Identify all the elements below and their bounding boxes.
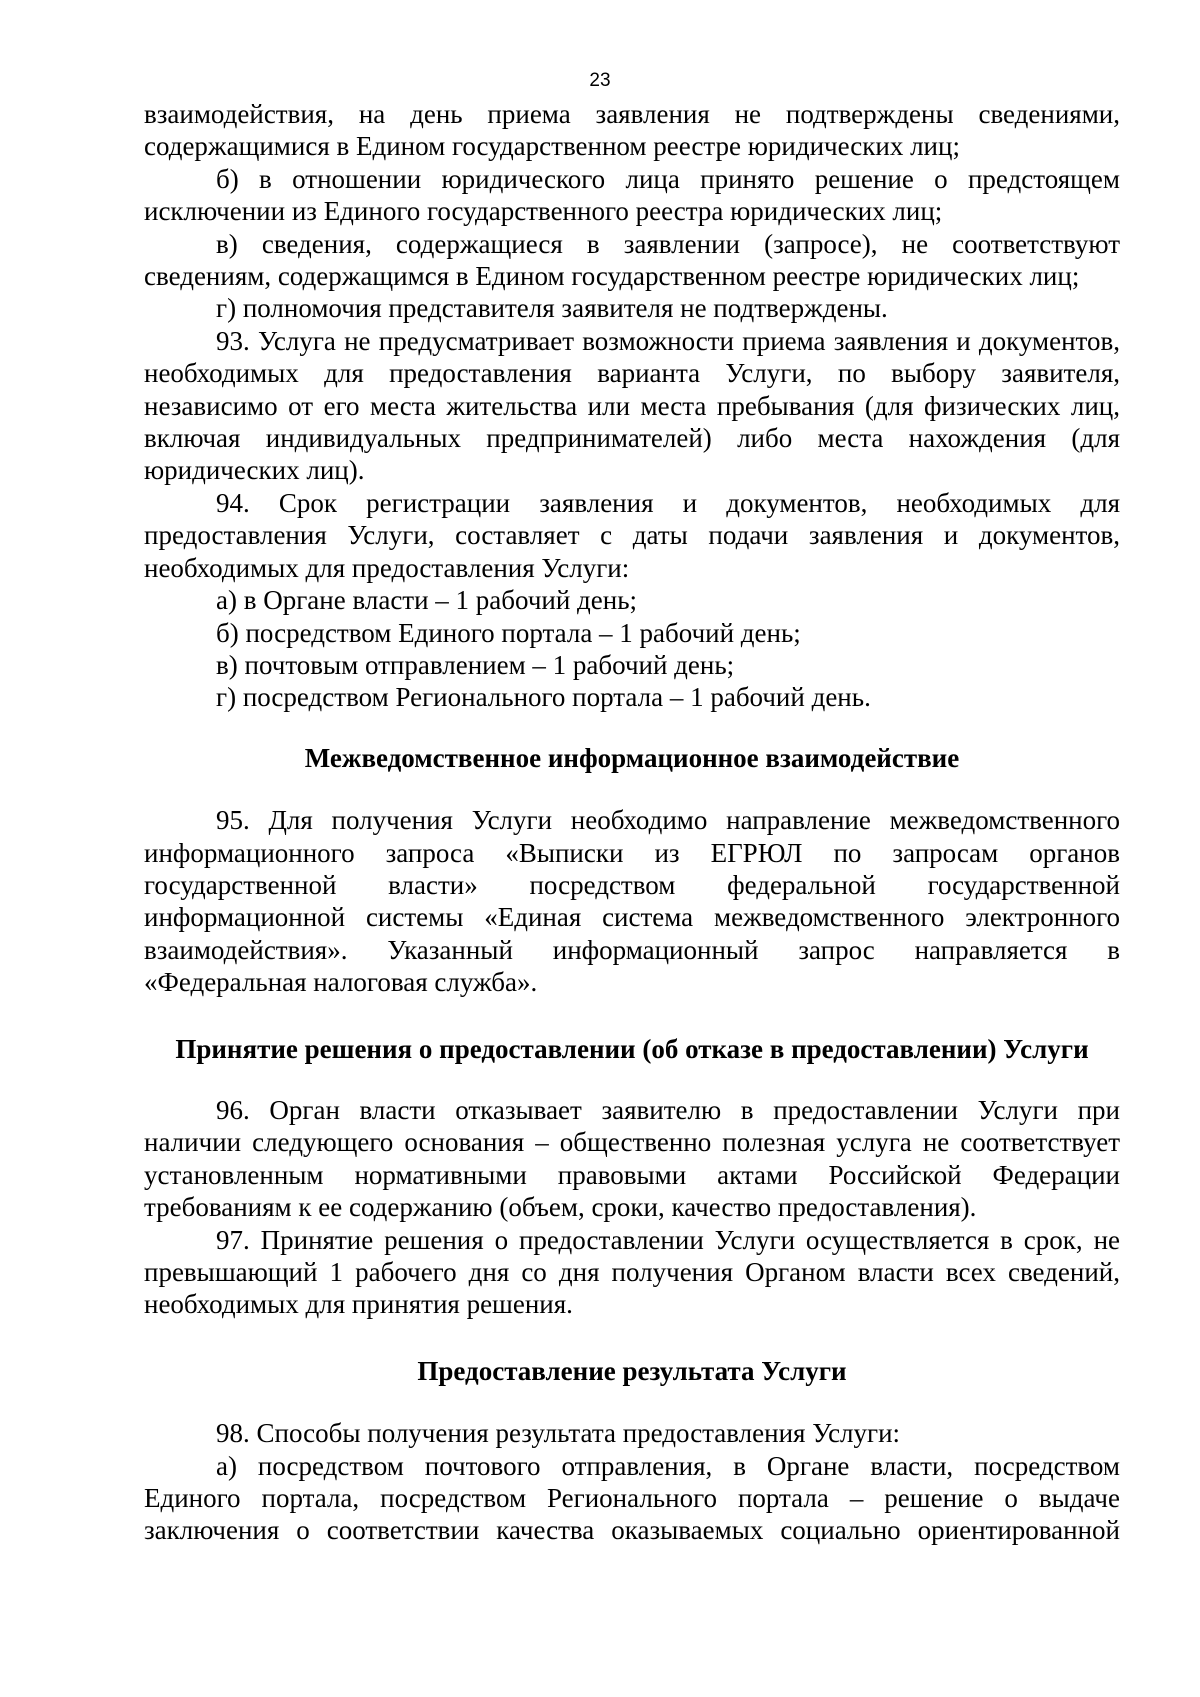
paragraph-97: 97. Принятие решения о предоставлении Услуги осуществляется в срок, не превышающий 1 рабочего дня со дня получения Органом власти всех сведений, необходимых для принятия решения. (144, 1224, 1120, 1320)
paragraph-item-g: г) полномочия представителя заявителя не подтверждены. (216, 293, 888, 324)
paragraph-93: 93. Услуга не предусматривает возможности приема заявления и документов, необходимых для предоставления варианта Услуги, по выбору заявителя, независимо от его места жительства или места пребывания (для физических лиц, включая индивидуальных предпринимателей) либо места нахождения (для юридических лиц). (144, 325, 1120, 486)
paragraph-item-v: в) сведения, содержащиеся в заявлении (запросе), не соответствуют сведениям, содержащимся в Едином государственном реестре юридических лиц; (144, 228, 1120, 292)
paragraph-94: 94. Срок регистрации заявления и документов, необходимых для предоставления Услуги, составляет с даты подачи заявления и документов, необходимых для предоставления Услуги: (144, 487, 1120, 583)
paragraph-98-a: а) посредством почтового отправления, в Органе власти, посредством Единого портала, посредством Регионального портала – решение о выдаче заключения о соответствии качества оказываемых социально ориентированной (144, 1450, 1120, 1546)
paragraph-94-g: г) посредством Регионального портала – 1 рабочий день. (216, 682, 871, 713)
paragraph-94-b: б) посредством Единого портала – 1 рабочий день; (216, 617, 801, 648)
paragraph-94-a: а) в Органе власти – 1 рабочий день; (216, 585, 638, 616)
page-number: 23 (589, 70, 611, 91)
paragraph-94-v: в) почтовым отправлением – 1 рабочий день; (216, 649, 735, 680)
section-heading-decision: Принятие решения о предоставлении (об отказе в предоставлении) Услуги (175, 1033, 1089, 1064)
paragraph-item-b: б) в отношении юридического лица принято решение о предстоящем исключении из Единого государственного реестра юридических лиц; (144, 163, 1120, 227)
paragraph-95: 95. Для получения Услуги необходимо направление межведомственного информационного запроса «Выписки из ЕГРЮЛ по запросам органов государственной власти» посредством федеральной государственной информационной системы «Единая система межведомственного электронного взаимодействия». Указанный информационный запрос направляется в «Федеральная налоговая служба». (144, 805, 1120, 998)
paragraph-98: 98. Способы получения результата предоставления Услуги: (216, 1418, 901, 1449)
paragraph-continuation: взаимодействия, на день приема заявления не подтверждены сведениями, содержащимися в Едином государственном реестре юридических лиц; (144, 99, 1120, 162)
page-content (144, 98, 1120, 1547)
section-heading-interagency: Межведомственное информационное взаимодействие (304, 742, 960, 773)
paragraph-96: 96. Орган власти отказывает заявителю в предоставлении Услуги при наличии следующего основания – общественно полезная услуга не соответствует установленным нормативными правовыми актами Российской Федерации требованиям к ее содержанию (объем, сроки, качество предоставления). (144, 1094, 1120, 1223)
section-heading-result: Предоставление результата Услуги (417, 1355, 847, 1386)
